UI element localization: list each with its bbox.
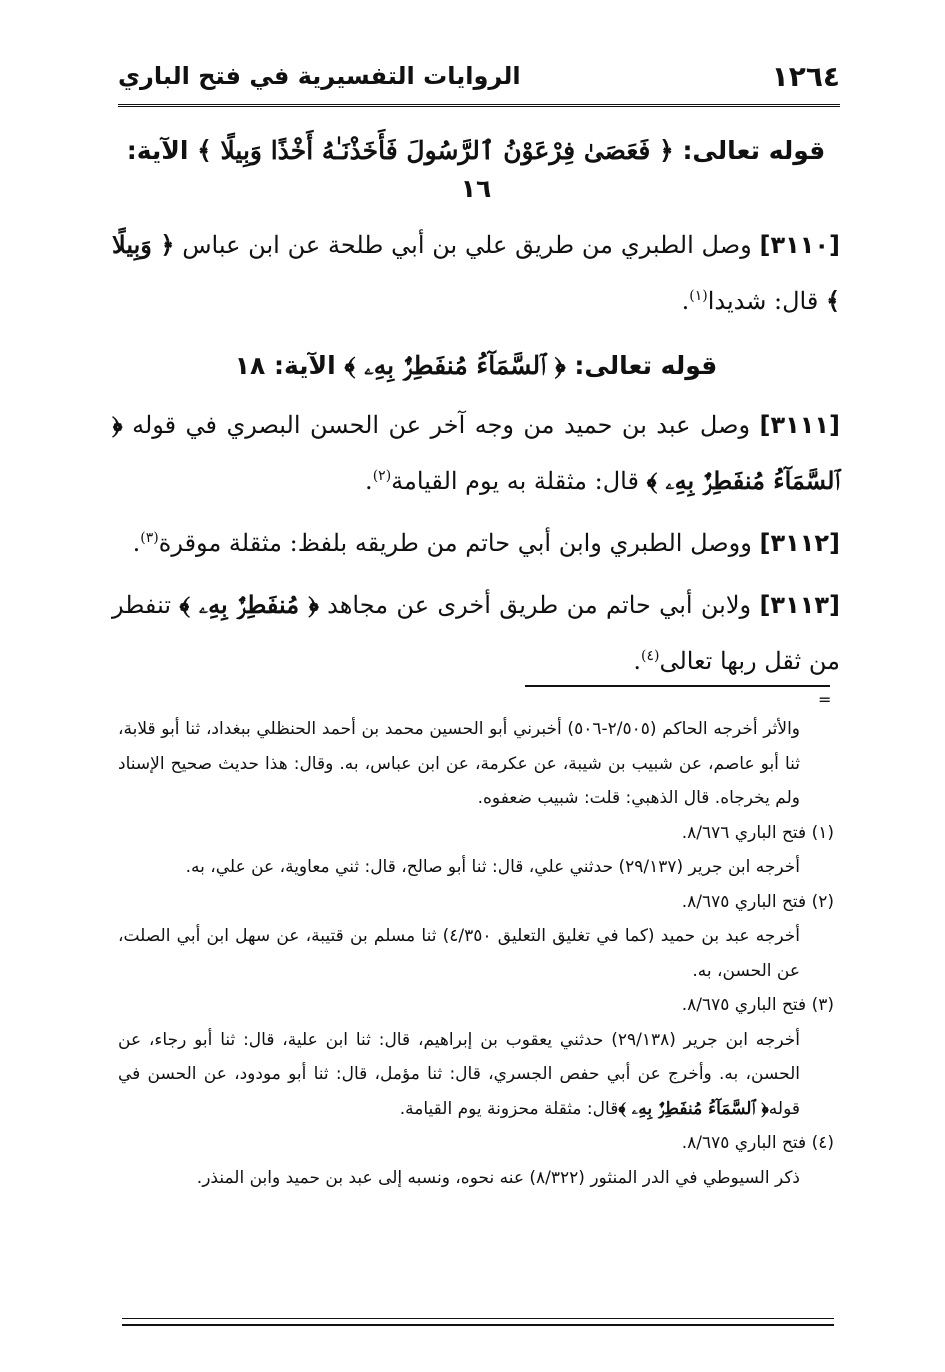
footnote-text: قال: مثقلة محزونة يوم القيامة.	[399, 1098, 619, 1119]
entry-text: ووصل الطبري وابن أبي حاتم من طريقه بلفظ: مثقلة موقرة	[158, 528, 752, 557]
entry-end: .	[681, 287, 690, 315]
heading-prefix: قوله تعالى:	[574, 351, 718, 380]
footnote-ref: (١)	[689, 288, 708, 304]
bottom-rule	[122, 1318, 834, 1326]
entry-3113	[112, 577, 840, 689]
quran-verse: ﴿ مُنفَطِرٌۢ بِهِۦ ﴾	[179, 589, 319, 619]
quran-verse: ﴿ ٱلسَّمَآءُ مُنفَطِرٌۢ بِهِۦ ﴾	[618, 1098, 769, 1119]
entry-text: تنفطر من ثقل ربها تعالى	[112, 590, 840, 675]
entry-text: قال: مثقلة به يوم القيامة	[391, 466, 639, 495]
main-text	[112, 130, 840, 689]
entry-number: [٣١١١]	[759, 410, 841, 439]
entry-3111	[112, 397, 840, 509]
footnote-4-ref: (٤) فتح الباري ٨/٦٧٥.	[681, 1133, 834, 1153]
quran-verse: ﴿ فَعَصَىٰ فِرْعَوْنُ ٱلرَّسُولَ فَأَخَذْنَـٰهُ أَخْذًا وَبِيلًا ﴾	[197, 136, 674, 165]
entry-text: وصل عبد بن حميد من وجه آخر عن الحسن البصري في قوله	[132, 410, 751, 439]
section-heading-verse-18	[112, 347, 840, 385]
footnote-2-ref: (٢) فتح الباري ٨/٦٧٥.	[681, 891, 834, 912]
quran-verse: ﴿ وَبِيلًا ﴾	[112, 230, 840, 315]
entry-text: قال: شديدا	[707, 287, 819, 315]
footnote-4-body: ذكر السيوطي في الدر المنثور (٨/٣٢٢) عنه نحوه، ونسبه إلى عبد بن حميد وابن المنذر.	[196, 1167, 800, 1188]
entry-end: .	[633, 646, 641, 675]
footnotes	[118, 712, 834, 1195]
footnote-continuation: والأثر أخرجه الحاكم (٢/٥٠٥-٥٠٦) أخبرني أبو الحسين محمد بن أحمد الحنظلي ببغداد، ثنا أبو قلابة، ثنا أبو عاصم، عن شبيب بن شيبة، عن عكرمة، عن ابن عباس، به. وقال: هذا حديث صحيح الإسناد ولم يخرجاه. قال الذهبي: قلت: شبيب ضعفوه.	[118, 719, 801, 808]
quran-verse: ﴿ ٱلسَّمَآءُ مُنفَطِرٌۢ بِهِۦ ﴾	[112, 409, 840, 495]
footnote-ref: (٣)	[140, 529, 159, 546]
heading-verse-number: الآية: ١٨	[234, 351, 336, 380]
entry-text: وصل الطبري من طريق علي بن أبي طلحة عن ابن عباس	[182, 231, 752, 259]
section-heading-verse-16	[112, 132, 840, 207]
heading-prefix: قوله تعالى:	[682, 136, 826, 165]
footnote-separator	[525, 685, 830, 687]
page-number: ١٢٦٤	[771, 60, 840, 93]
entry-3112	[112, 515, 840, 571]
footnote-text: أخرجه ابن جرير (٢٩/١٣٨) حدثني يعقوب بن إبراهيم، قال: ثنا ابن علية، قال: ثنا أبو رجاء، عن الحسن، به. وأخرج عن أبي حفص الجسري، قال: ثنا مؤمل، قال: ثنا أبو مودود، عن الحسن في قوله	[118, 1029, 800, 1119]
footnote-ref: (٤)	[640, 647, 660, 664]
page-header	[118, 58, 840, 107]
footnote-3-body	[118, 1023, 834, 1127]
footnote-ref: (٢)	[372, 467, 392, 484]
entry-number: [٣١١٣]	[759, 590, 840, 619]
entry-text: ولابن أبي حاتم من طريق أخرى عن مجاهد	[327, 590, 752, 619]
footnote-1-body: أخرجه ابن جرير (٢٩/١٣٧) حدثني علي، قال: ثنا أبو صالح، قال: ثني معاوية، عن علي، به.	[185, 857, 800, 877]
footnote-1-ref: (١) فتح الباري ٨/٦٧٦.	[681, 822, 834, 843]
footnote-2-body: أخرجه عبد بن حميد (كما في تغليق التعليق ٤/٣٥٠) ثنا مسلم بن قتيبة، عن سهل ابن أبي الصلت، عن الحسن، به.	[118, 926, 800, 981]
entry-number: [٣١١٢]	[759, 528, 840, 557]
heading-verse-number: الآية: ١٦	[126, 136, 492, 203]
entry-number: [٣١١٠]	[759, 231, 841, 259]
entry-end: .	[132, 528, 141, 557]
entry-end: .	[365, 466, 373, 495]
footnote-3-ref: (٣) فتح الباري ٨/٦٧٥.	[681, 995, 834, 1015]
running-title: الروايات التفسيرية في فتح الباري	[118, 62, 521, 90]
quran-verse: ﴿ ٱلسَّمَآءُ مُنفَطِرٌۢ بِهِۦ ﴾	[344, 351, 566, 380]
continuation-marker: =	[818, 690, 832, 709]
entry-3110	[112, 217, 840, 329]
